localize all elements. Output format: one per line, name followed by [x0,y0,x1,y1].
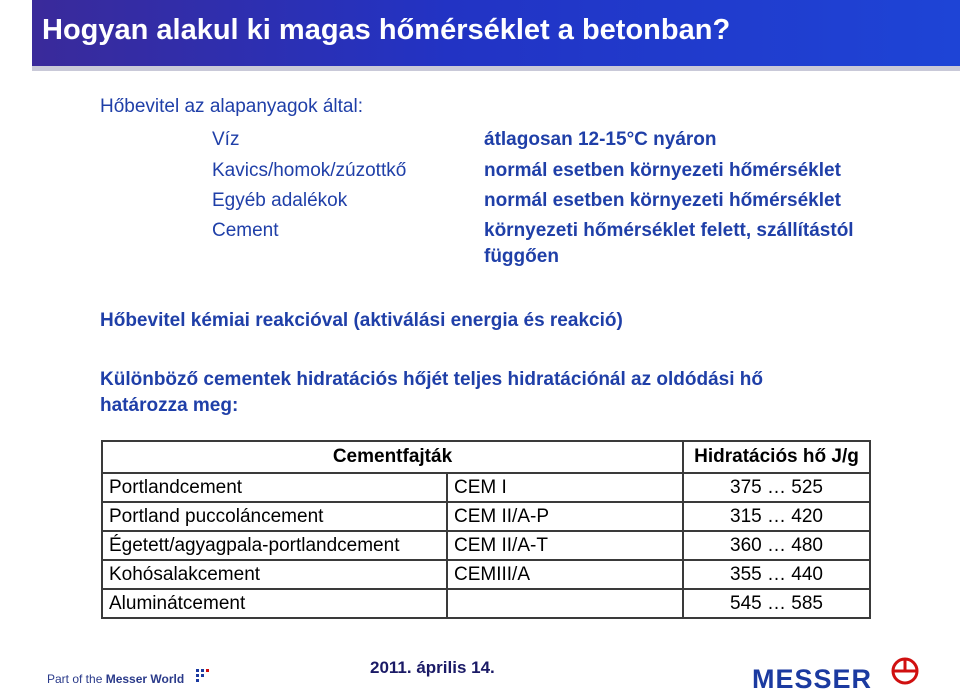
cement-code: CEM I [447,473,683,502]
cement-code: CEM II/A-T [447,531,683,560]
header-cement-types: Cementfajták [102,441,683,473]
cement-heat: 375 … 525 [683,473,870,502]
table-row [102,502,870,531]
cement-code [447,589,683,618]
cement-name: Égetett/agyagpala-portlandcement [102,531,447,560]
table-row [102,589,870,618]
material-label-gravel: Kavics/homok/zúzottkő [212,160,407,181]
hydration-heat-table [101,440,871,619]
material-value-water: átlagosan 12-15°C nyáron [484,129,717,150]
table-row [102,473,870,502]
footer-tagline-bold: Messer World [105,672,185,686]
table-row [102,560,870,589]
material-label-additives: Egyéb adalékok [212,190,348,211]
cement-code: CEM II/A-P [447,502,683,531]
cement-heat: 315 … 420 [683,502,870,531]
material-label-cement: Cement [212,220,279,241]
cement-heat: 355 … 440 [683,560,870,589]
material-value-cement-cont: függően [484,246,559,267]
material-label-water: Víz [212,129,240,150]
cement-heat: 545 … 585 [683,589,870,618]
cement-name: Kohósalakcement [102,560,447,589]
material-value-cement: környezeti hőmérséklet felett, szállítástól [484,220,854,241]
cement-name: Aluminátcement [102,589,447,618]
hydration-text-line2: határozza meg: [100,395,239,416]
cement-code: CEMIII/A [447,560,683,589]
title-bar-shadow [32,66,960,71]
chemical-heading: Hőbevitel kémiai reakcióval (aktiválási energia és reakció) [100,310,623,331]
plus-grid-icon [196,667,210,683]
table-row [102,531,870,560]
hydration-text-line1: Különböző cementek hidratációs hőjét teljes hidratációnál az oldódási hő [100,369,764,390]
slide-title: Hogyan alakul ki magas hőmérséklet a betonban? [42,14,731,46]
table-header-row [102,441,870,473]
cement-name: Portland puccoláncement [102,502,447,531]
footer-tagline-prefix: Part of the [47,672,106,686]
heat-input-heading: Hőbevitel az alapanyagok által: [100,96,364,117]
cement-name: Portlandcement [102,473,447,502]
messer-logo-text: MESSER [752,664,873,694]
material-value-gravel: normál esetben környezeti hőmérséklet [484,160,841,181]
cement-heat: 360 … 480 [683,531,870,560]
footer-brand-tagline [47,672,184,686]
messer-emblem-icon [890,656,920,686]
material-value-additives: normál esetben környezeti hőmérséklet [484,190,841,211]
footer-date: 2011. április 14. [370,658,495,677]
header-hydration-heat: Hidratációs hő J/g [683,441,870,473]
